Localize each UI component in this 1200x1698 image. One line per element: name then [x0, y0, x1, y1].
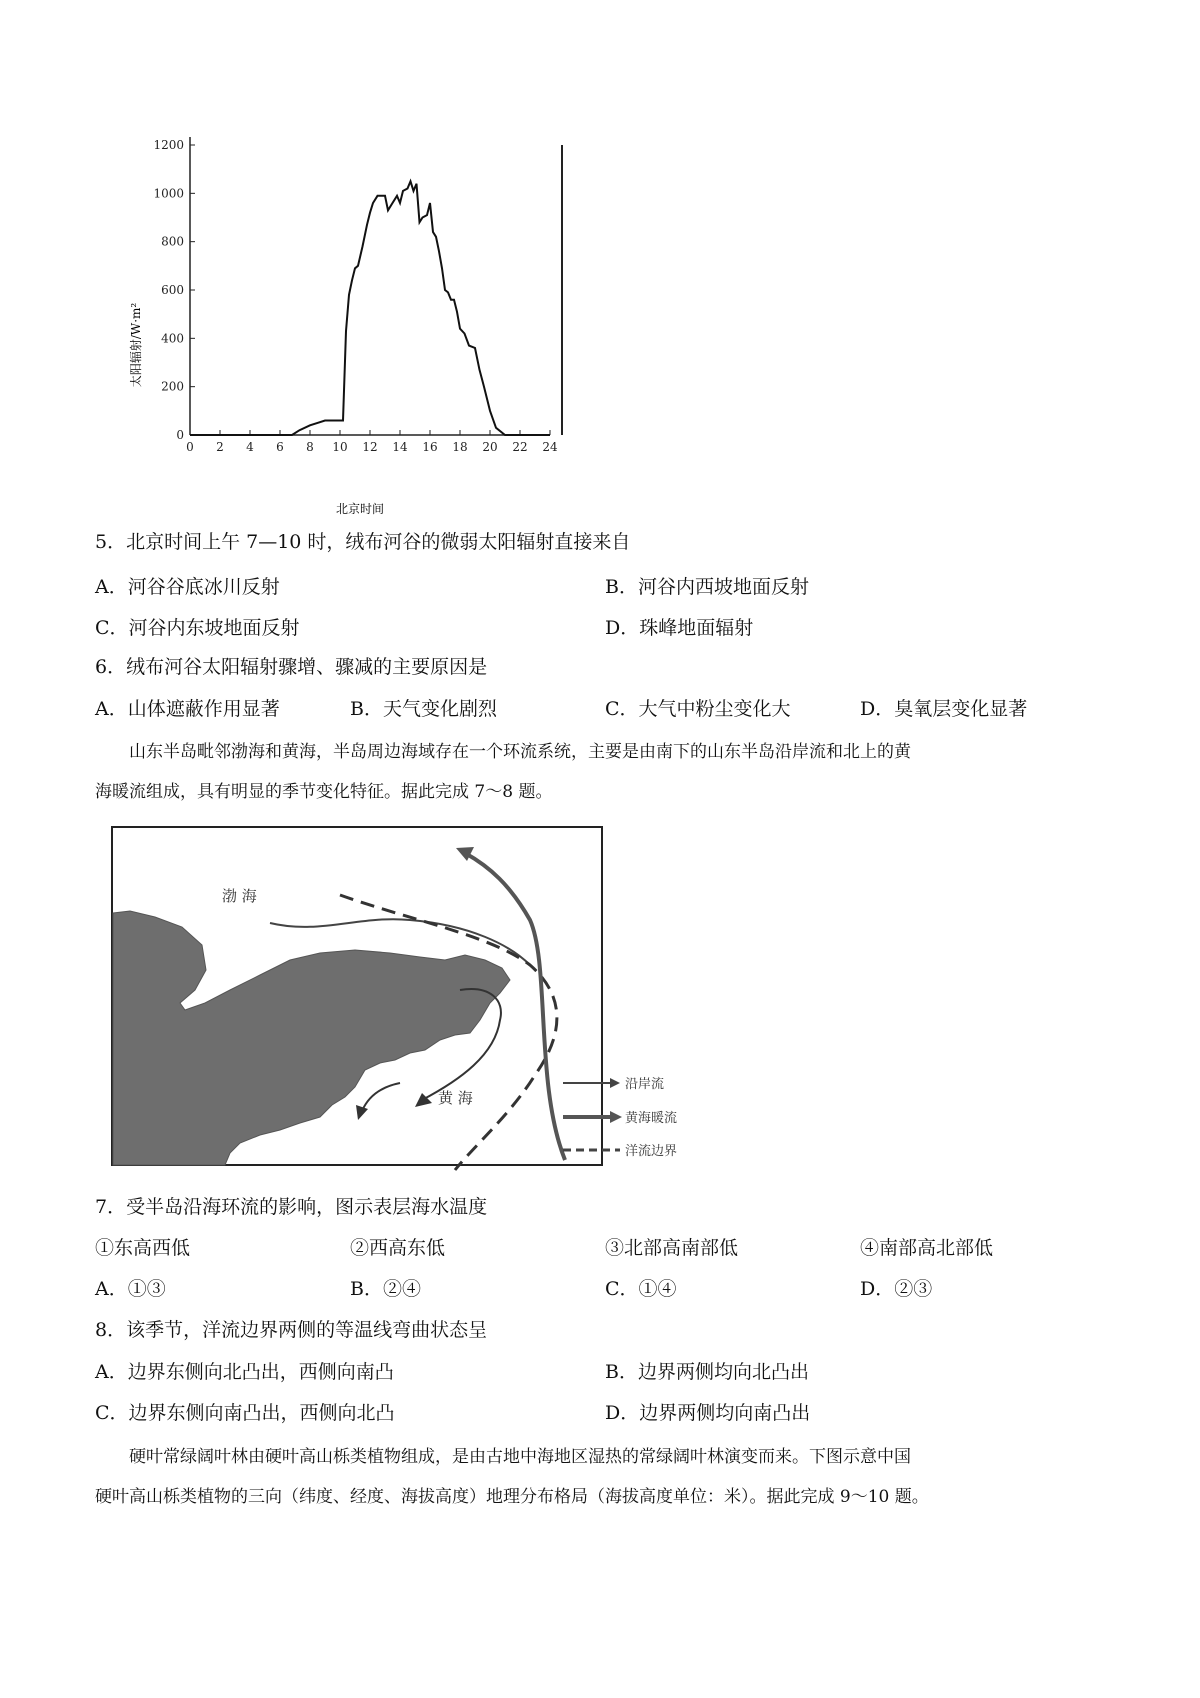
chart-series-line	[190, 181, 550, 435]
chart-ylabel: 太阳辐射/W·m²	[129, 302, 143, 388]
legend-warm-label: 黄海暖流	[625, 1111, 678, 1126]
legend-warm-head	[610, 1111, 622, 1123]
chart-x-tick-label: 4	[246, 440, 254, 454]
q6-stem: 6．绒布河谷太阳辐射骤增、骤减的主要原因是	[95, 656, 488, 678]
label-huanghai: 黄 海	[438, 1089, 473, 1107]
chart-y-tick-label: 400	[161, 331, 184, 346]
chart-x-tick-label: 14	[392, 440, 408, 454]
passage-sclerophyll-line2: 硬叶高山栎类植物的三向（纬度、经度、海拔高度）地理分布格局（海拔高度单位：米）。据此完成 9～10 题。	[95, 1487, 929, 1507]
q8-option-a: A．边界东侧向北凸出，西侧向南凸	[95, 1361, 394, 1383]
q7-option-a: A．①③	[95, 1278, 166, 1300]
q5-option-b: B．河谷内西坡地面反射	[605, 576, 809, 598]
q5-option-a: A．河谷谷底冰川反射	[95, 576, 280, 598]
q5-option-d: D．珠峰地面辐射	[605, 617, 754, 639]
q7-statement-3: ③北部高南部低	[605, 1237, 739, 1259]
chart-y-tick-label: 200	[161, 379, 184, 394]
chart-x-tick-label: 6	[276, 440, 284, 454]
chart-x-tick-label: 2	[216, 440, 224, 454]
chart-x-tick-label: 24	[542, 440, 558, 454]
q8-stem: 8．该季节，洋流边界两侧的等温线弯曲状态呈	[95, 1319, 488, 1341]
q6-option-a: A．山体遮蔽作用显著	[95, 698, 280, 720]
chart-xlabel: 北京时间	[335, 502, 385, 516]
q7-option-c: C．①④	[605, 1278, 677, 1300]
chart-y-tick-label: 1000	[153, 186, 184, 201]
legend-coastal-head	[610, 1078, 620, 1088]
q7-statement-2: ②西高东低	[350, 1237, 446, 1259]
q6-option-b: B．天气变化剧烈	[350, 698, 497, 720]
passage-shandong-line1: 山东半岛毗邻渤海和黄海，半岛周边海域存在一个环流系统，主要是由南下的山东半岛沿岸流和北上的黄	[129, 742, 911, 762]
passage-sclerophyll-line1: 硬叶常绿阔叶林由硬叶高山栎类植物组成，是由古地中海地区湿热的常绿阔叶林演变而来。下图示意中国	[129, 1447, 911, 1467]
chart-y-tick-label: 1200	[153, 138, 184, 152]
q8-option-c: C．边界东侧向南凸出，西侧向北凸	[95, 1402, 395, 1424]
shandong-current-map	[110, 825, 760, 1180]
chart-x-tick-label: 12	[362, 440, 378, 454]
q7-statement-4: ④南部高北部低	[860, 1237, 994, 1259]
chart-x-tick-label: 20	[482, 440, 498, 454]
chart-y-tick-label: 600	[161, 283, 184, 297]
q7-option-d: D．②③	[860, 1278, 933, 1300]
solar-radiation-chart	[110, 120, 630, 520]
q5-option-c: C．河谷内东坡地面反射	[95, 617, 300, 639]
chart-x-tick-label: 22	[512, 440, 528, 454]
passage-shandong	[95, 732, 1105, 812]
legend-coastal-label: 沿岸流	[625, 1077, 665, 1092]
q6-option-c: C．大气中粉尘变化大	[605, 698, 791, 720]
chart-x-tick-label: 10	[332, 440, 348, 454]
chart-x-tick-label: 8	[306, 440, 314, 454]
legend-boundary-label: 洋流边界	[625, 1144, 678, 1159]
chart-x-tick-label: 18	[452, 440, 468, 454]
q8-option-b: B．边界两侧均向北凸出	[605, 1361, 809, 1383]
chart-x-tick-label: 16	[422, 440, 438, 454]
q7-statement-1: ①东高西低	[95, 1237, 191, 1259]
q8-option-d: D．边界两侧均向南凸出	[605, 1402, 811, 1424]
q7-option-b: B．②④	[350, 1278, 421, 1300]
chart-x-tick-label: 0	[186, 440, 194, 454]
q6-option-d: D．臭氧层变化显著	[860, 698, 1028, 720]
chart-y-tick-label: 0	[176, 428, 184, 442]
q7-stem: 7．受半岛沿海环流的影响，图示表层海水温度	[95, 1196, 488, 1218]
chart-y-tick-label: 800	[161, 234, 184, 249]
passage-shandong-line2: 海暖流组成，具有明显的季节变化特征。据此完成 7～8 题。	[95, 782, 553, 802]
passage-sclerophyll	[95, 1437, 1105, 1517]
label-bohai: 渤 海	[222, 887, 257, 905]
q5-stem: 5．北京时间上午 7—10 时，绒布河谷的微弱太阳辐射直接来自	[95, 531, 631, 553]
